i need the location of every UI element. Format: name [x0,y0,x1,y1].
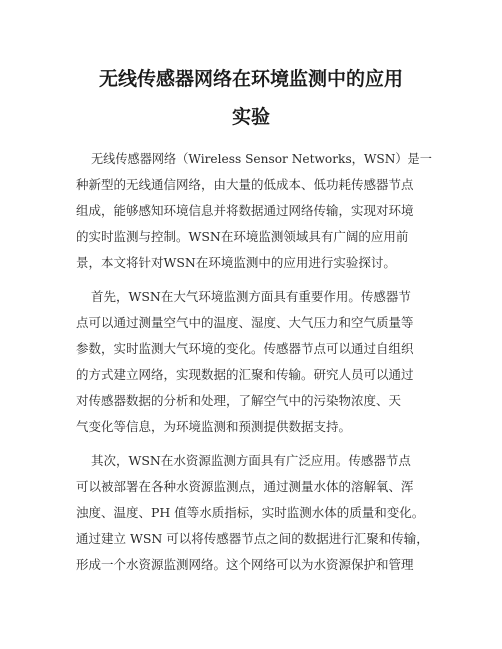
paragraph-2-line-6: 气变化等信息，为环境监测和预测提供数据支持。 [76,419,352,434]
paragraph-3-line-1: 其次，WSN在水资源监测方面具有广泛应用。传感器节点 [91,453,411,468]
paragraph-1-line-2: 种新型的无线通信网络，由大量的低成本、低功耗传感器节点 [76,177,414,192]
paragraph-1-line-4: 的实时监测与控制。WSN在环境监测领域具有广阔的应用前 [76,229,409,244]
paragraph-1-line-3: 组成，能够感知环境信息并将数据通过网络传输，实现对环境 [76,203,414,218]
paragraph-3-line-3: 浊度、温度、PH 值等水质指标，实时监测水体的质量和变化。 [76,505,425,520]
paragraph-3-line-4: 通过建立 WSN 可以将传感器节点之间的数据进行汇聚和传输， [76,531,429,546]
paragraph-3-line-2: 可以被部署在各种水资源监测点，通过测量水体的溶解氧、浑 [76,479,414,494]
document-title-line-1: 无线传感器网络在环境监测中的应用 [98,68,403,90]
paragraph-1-line-5: 景，本文将针对WSN在环境监测中的应用进行实验探讨。 [76,255,396,270]
paragraph-1-line-1: 无线传感器网络（Wireless Sensor Networks，WSN）是一 [91,151,432,166]
document-title-line-2: 实验 [231,106,270,128]
paragraph-2-line-1: 首先，WSN在大气环境监测方面具有重要作用。传感器节 [91,289,411,304]
paragraph-2-line-5: 对传感器数据的分析和处理，了解空气中的污染物浓度、天 [76,393,402,408]
paragraph-2-line-3: 参数，实时监测大气环境的变化。传感器节点可以通过自组织 [76,341,414,356]
paragraph-2-line-2: 点可以通过测量空气中的温度、湿度、大气压力和空气质量等 [76,315,414,330]
paragraph-2-line-4: 的方式建立网络，实现数据的汇聚和传输。研究人员可以通过 [76,367,414,382]
paragraph-3-line-5: 形成一个水资源监测网络。这个网络可以为水资源保护和管理 [76,557,414,572]
